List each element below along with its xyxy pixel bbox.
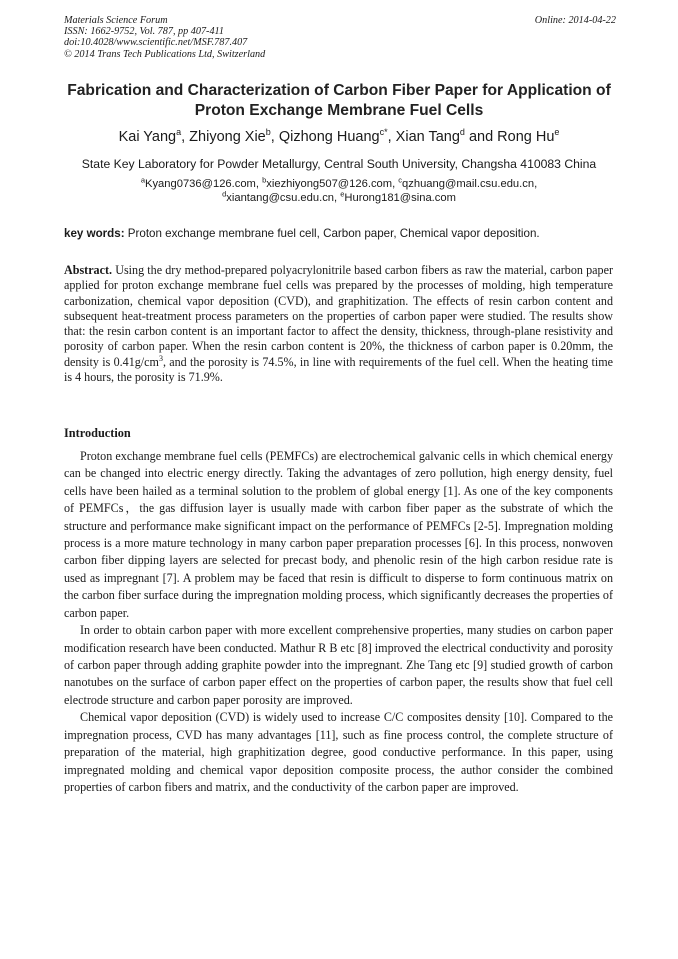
doi-line: doi:10.4028/www.scientific.net/MSF.787.407 <box>64 37 248 49</box>
email: $^c$qzhuang@mail.csu.edu.cn, <box>398 175 538 190</box>
paragraph: Chemical vapor deposition (CVD) is widely used to increase C/C composites density [10]. Compared to the impregnation process, CVD has many advantages [11], such as fine process control, the complete structure of preparation of the material, high graphitization degree, good conductive performance. In this paper, using impregnated molding and chemical vapor deposition composite process, the author consider the combined properties of carbon fibers and matrix, and the conductivity of the carbon paper are improved. <box>64 710 613 794</box>
journal-header <box>64 15 616 60</box>
paragraph: In order to obtain carbon paper with more excellent comprehensive properties, many studies on carbon paper modification research have been conducted. Mathur R B etc [8] improved the electrical conductivity and porosity of carbon paper through adding graphite powder into the impregnant. Zhe Tang etc [9] studied growth of carbon nanotubes on the surface of carbon paper effect on the properties of carbon paper, the results show that fuel cell electrode structure and carbon paper porosity are improved. <box>64 623 613 707</box>
abstract-label: Abstract. <box>64 263 113 277</box>
affiliation: State Key Laboratory for Powder Metallurgy, Central South University, Changsha 410083 China <box>81 157 597 171</box>
keywords-text: Proton exchange membrane fuel cell, Carbon paper, Chemical vapor deposition. <box>124 227 540 240</box>
email-line <box>60 191 618 205</box>
author-emails <box>60 177 618 205</box>
author: Qizhong Huang$^{c*}$, <box>278 127 396 145</box>
author: Xian Tang$^d$ and <box>395 127 498 145</box>
author-list <box>40 128 638 146</box>
journal-name: Materials Science Forum <box>64 15 168 26</box>
paper-title: Fabrication and Characterization of Carbon Fiber Paper for Application of Proton Exchange Membrane Fuel Cells <box>67 82 611 119</box>
issn-line: ISSN: 1662-9752, Vol. 787, pp 407-411 <box>64 26 224 38</box>
email: $^a$Kyang0736@126.com, <box>140 175 263 190</box>
email: $^e$Hurong181@sina.com <box>340 189 456 204</box>
copyright-line: © 2014 Trans Tech Publications Ltd, Switzerland <box>64 48 266 60</box>
author: Rong Hu$^e$ <box>497 127 560 145</box>
keywords-label: key words: <box>64 227 125 240</box>
introduction-body <box>64 448 613 796</box>
abstract-text: Using the dry method-prepared polyacrylonitrile based carbon fibers as raw the material, carbon paper applied for proton exchange membrane fuel cells was prepared by the processes of molding, high temperature carbonization, chemical vapor deposition (CVD), and graphitization. The effects of resin carbon content and subsequent heat-treatment process parameters on the properties of carbon paper were studied. The results show that: the resin carbon content is an important factor to affect the density, thickness, through-plane resistivity and porosity of carbon paper. When the resin carbon content is 20%, the thickness of carbon paper is 0.20mm, the density is 0.41g/cm <box>64 263 613 369</box>
online-date: Online: 2014-04-22 <box>534 15 616 26</box>
superscript: 3 <box>158 353 163 363</box>
abstract-text: , and the porosity is 74.5%, in line with requirements of the fuel cell. When the heating time is 4 hours, the porosity is 71.9%. <box>64 354 613 385</box>
email: $^b$xiezhiyong507@126.com, <box>262 175 399 190</box>
abstract <box>64 263 613 385</box>
author: Kai Yang$^a$, <box>118 127 190 145</box>
keywords <box>64 227 616 241</box>
section-heading: Introduction <box>64 426 131 440</box>
email-line <box>60 177 618 191</box>
paragraph: Proton exchange membrane fuel cells (PEMFCs) are electrochemical galvanic cells in which chemical energy can be changed into electric energy directly. Taking the advantages of zero pollution, high energy density, fuel cells have been hailed as a terminal solution to the problem of global energy [1]. As one of the key components of PEMFCs，the gas diffusion layer is usually made with carbon fiber paper as the substrate of which the structure and performance make significant impact on the performance of PEMFCs [2-5]. Impregnation molding process is a more mature technology in many carbon paper preparation processes [6]. In this process, nonwoven carbon fiber dipping layers are selected for precast body, and phenolic resin of the high carbon residue rate is used as impregnant [7]. A problem may be faced that resin is difficult to disperse to form continuous matrix on the carbon fiber surface during the impregnation molding process, which significantly decreases the properties of carbon paper. <box>64 449 613 620</box>
author: Zhiyong Xie$^b$, <box>189 127 279 145</box>
email: $^d$xiantang@csu.edu.cn, <box>222 189 341 204</box>
